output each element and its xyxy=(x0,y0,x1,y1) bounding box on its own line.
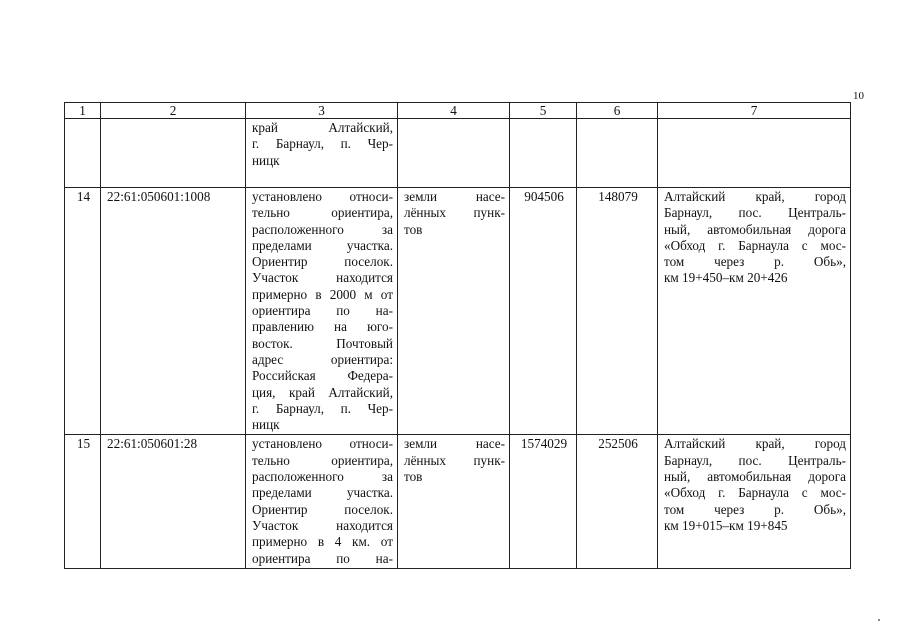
location-line: установлено относи- xyxy=(252,189,393,204)
continuation-row xyxy=(65,119,851,188)
address-line: «Обход г. Барнаула с мос- xyxy=(664,237,846,253)
category-line: земли насе- xyxy=(404,436,505,452)
cont-cell-2 xyxy=(101,119,246,188)
land-plots-table xyxy=(64,102,851,569)
location-line: пределами участка. xyxy=(252,237,393,253)
location-line: Участок находится xyxy=(252,270,393,286)
address-line: том через р. Обь», xyxy=(664,254,846,270)
header-row xyxy=(65,103,851,119)
location-cell xyxy=(246,435,398,568)
header-cell-7: 7 xyxy=(658,103,851,119)
land-category-cell xyxy=(398,435,510,568)
address-line: том через р. Обь», xyxy=(664,501,846,517)
address-cell xyxy=(658,188,851,435)
address-cell xyxy=(658,435,851,568)
header-cell-5: 5 xyxy=(510,103,577,119)
location-cell xyxy=(246,188,398,435)
location-line: Участок находится xyxy=(252,517,393,533)
cont-cell-3 xyxy=(246,119,398,188)
category-line: земли насе- xyxy=(404,189,505,204)
address-line: км 19+015–км 19+845 xyxy=(664,517,788,533)
header-cell-2: 2 xyxy=(101,103,246,119)
address-line: км 19+450–км 20+426 xyxy=(664,270,788,286)
location-line: тельно ориентира, xyxy=(252,452,393,468)
category-line: тов xyxy=(404,469,423,485)
header-cell-1: 1 xyxy=(65,103,101,119)
row-number-cell: 14 xyxy=(65,188,101,435)
cont-location-line: край Алтайский, xyxy=(252,120,393,135)
row-number-cell: 15 xyxy=(65,435,101,568)
location-line: ницк xyxy=(252,417,280,433)
location-line: примерно в 2000 м от xyxy=(252,286,393,302)
header-cell-6: 6 xyxy=(577,103,658,119)
table-row xyxy=(65,188,851,435)
location-line: Ориентир поселок. xyxy=(252,254,393,270)
location-line: тельно ориентира, xyxy=(252,205,393,221)
cont-cell-4 xyxy=(398,119,510,188)
address-line: Алтайский край, город xyxy=(664,189,846,204)
location-line: ориентира по на- xyxy=(252,550,393,566)
category-line: лённых пунк- xyxy=(404,452,505,468)
cont-cell-6 xyxy=(577,119,658,188)
location-line: расположенного за xyxy=(252,221,393,237)
location-line: правлению на юго- xyxy=(252,319,393,335)
area-cell: 1574029 xyxy=(510,435,577,568)
address-line: «Обход г. Барнаула с мос- xyxy=(664,485,846,501)
cont-location-line: ницк xyxy=(252,152,280,168)
location-line: адрес ориентира: xyxy=(252,351,393,367)
location-line: Ориентир поселок. xyxy=(252,501,393,517)
location-line: расположенного за xyxy=(252,469,393,485)
cont-location-line: г. Барнаул, п. Чер- xyxy=(252,136,393,152)
cadastral-number-cell: 22:61:050601:28 xyxy=(101,435,246,568)
location-line: примерно в 4 км. от xyxy=(252,534,393,550)
location-line: г. Барнаул, п. Чер- xyxy=(252,400,393,416)
scan-speck xyxy=(878,619,880,621)
cont-cell-5 xyxy=(510,119,577,188)
address-line: Барнаул, пос. Централь- xyxy=(664,452,846,468)
land-category-cell xyxy=(398,188,510,435)
cadastral-number-cell: 22:61:050601:1008 xyxy=(101,188,246,435)
area-cell: 904506 xyxy=(510,188,577,435)
category-line: лённых пунк- xyxy=(404,205,505,221)
table-row xyxy=(65,435,851,568)
location-line: восток. Почтовый xyxy=(252,335,393,351)
location-line: ориентира по на- xyxy=(252,303,393,319)
location-line: Российская Федера- xyxy=(252,368,393,384)
page-number: 10 xyxy=(853,90,864,102)
address-line: Барнаул, пос. Централь- xyxy=(664,205,846,221)
header-cell-3: 3 xyxy=(246,103,398,119)
address-line: ный, автомобильная дорога xyxy=(664,221,846,237)
cont-cell-7 xyxy=(658,119,851,188)
header-cell-4: 4 xyxy=(398,103,510,119)
location-line: пределами участка. xyxy=(252,485,393,501)
location-line: ция, край Алтайский, xyxy=(252,384,393,400)
cont-cell-1 xyxy=(65,119,101,188)
location-line: установлено относи- xyxy=(252,436,393,452)
address-line: Алтайский край, город xyxy=(664,436,846,452)
category-line: тов xyxy=(404,221,423,237)
cadastral-value-cell: 148079 xyxy=(577,188,658,435)
address-line: ный, автомобильная дорога xyxy=(664,469,846,485)
cadastral-value-cell: 252506 xyxy=(577,435,658,568)
